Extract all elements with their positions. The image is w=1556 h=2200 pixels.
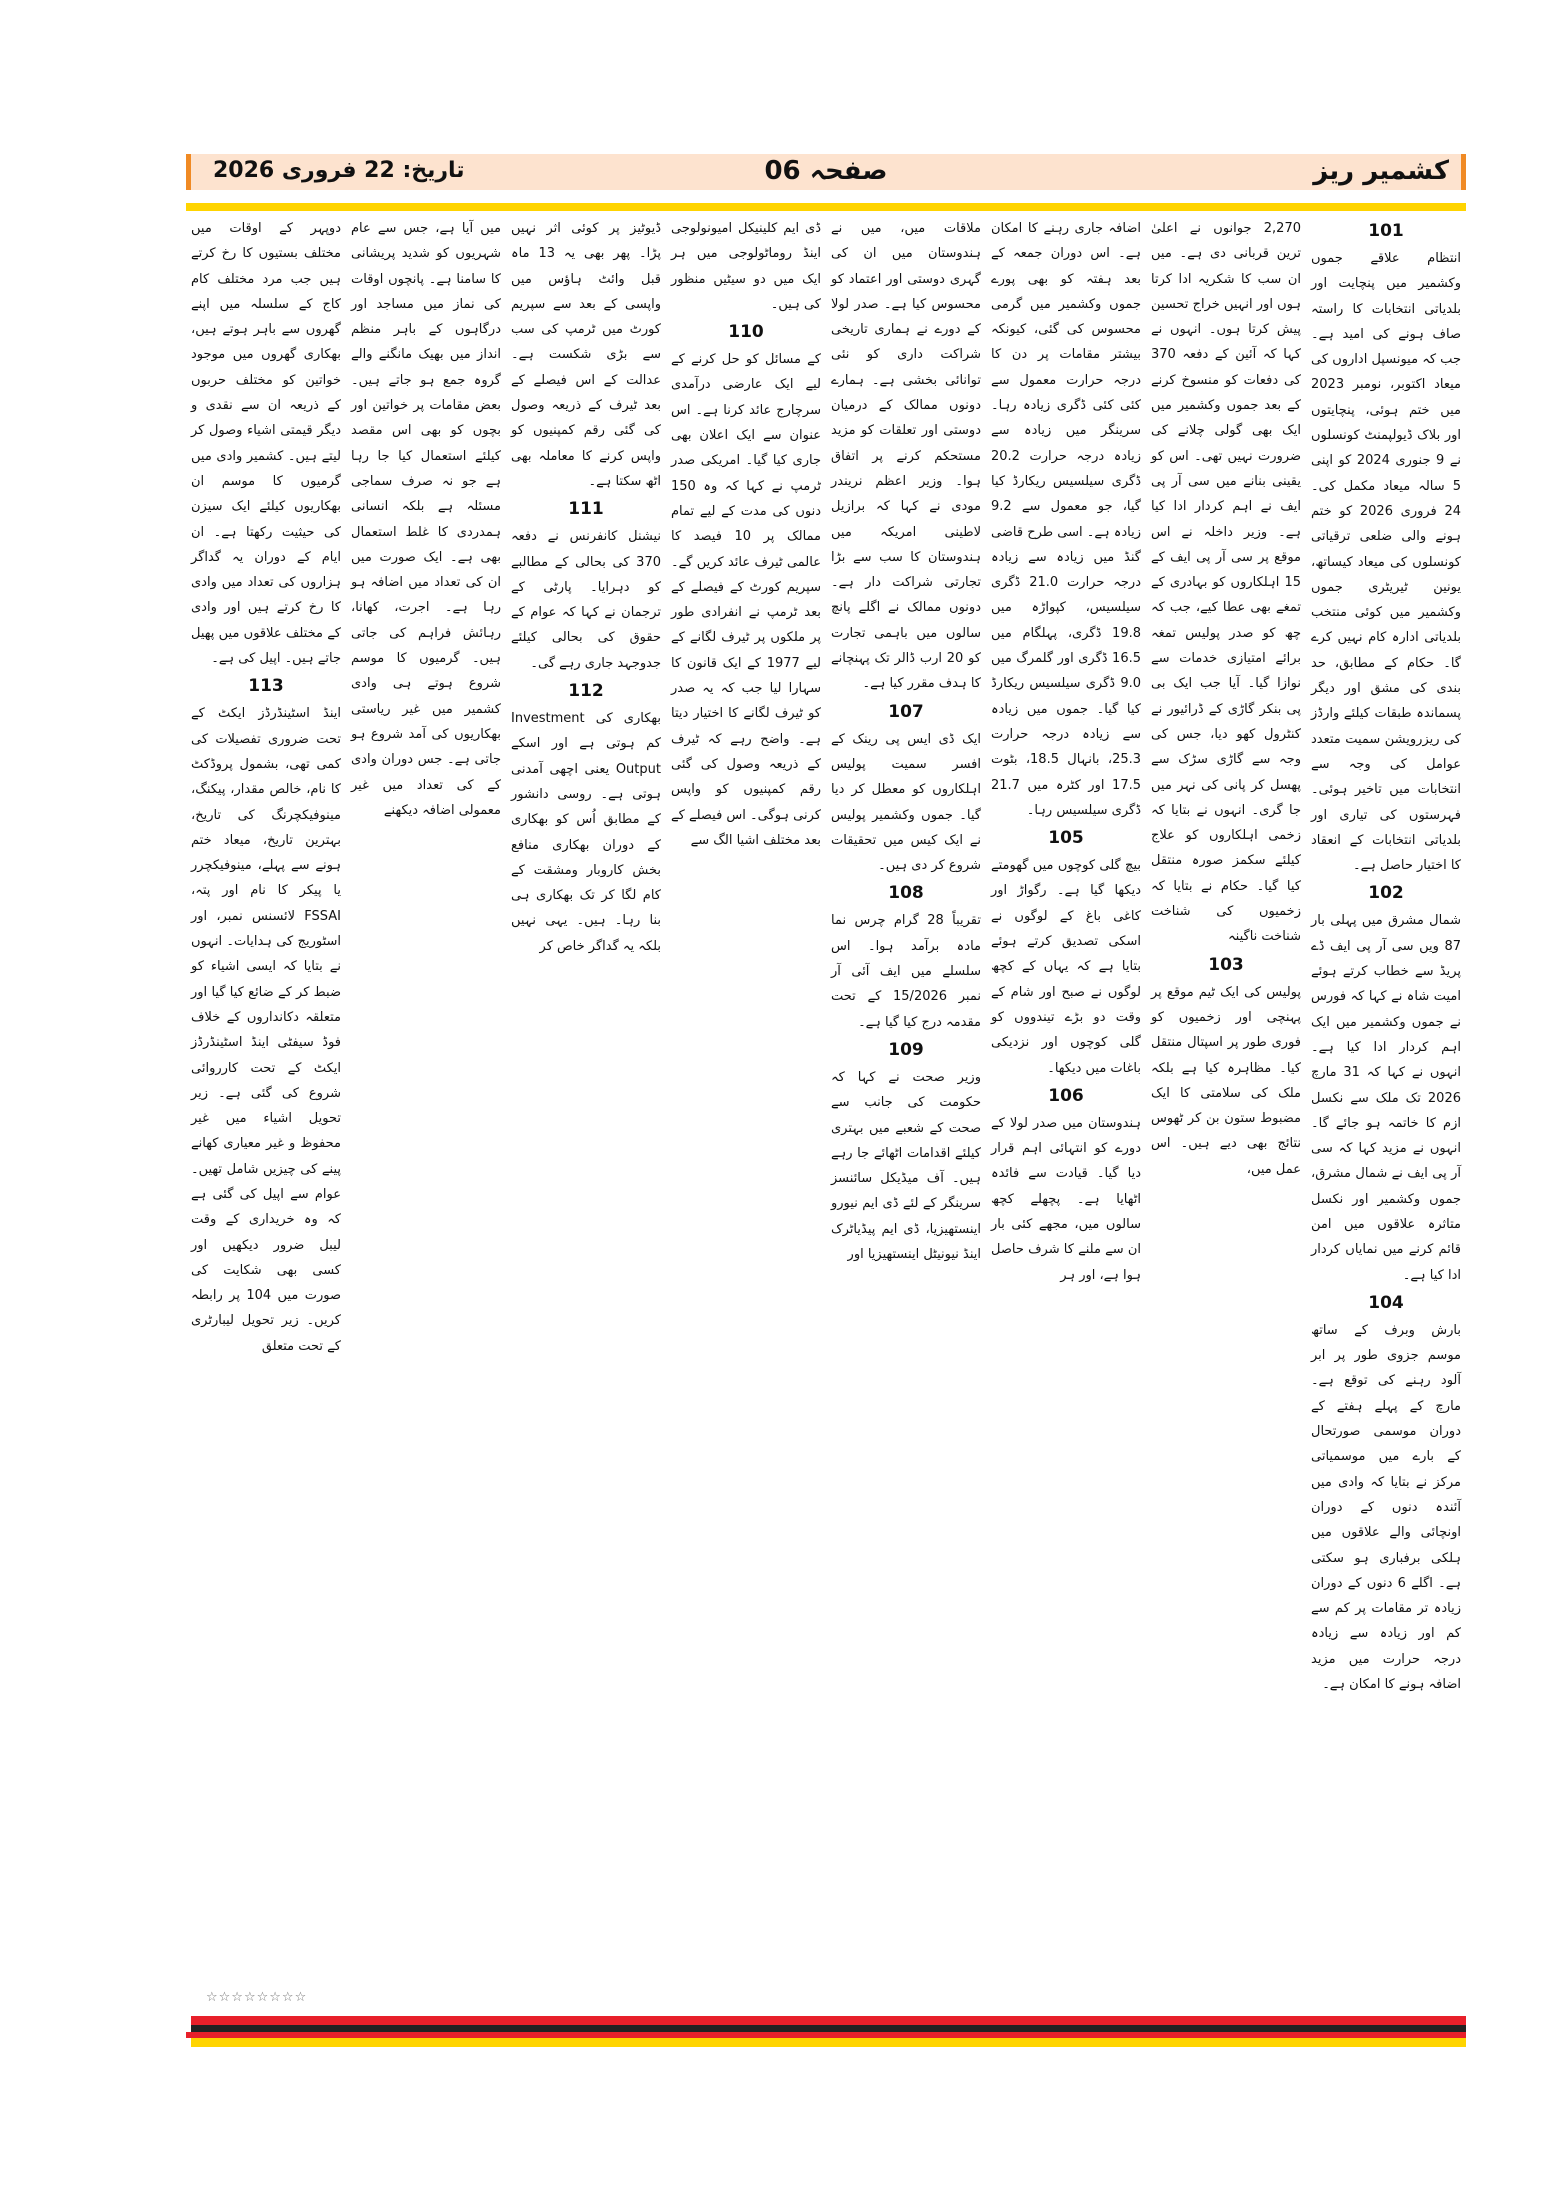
article-text: شمال مشرق میں پہلی بار 87 ویں سی آر پی ایف ڈے پریڈ سے خطاب کرتے ہوئے امیت شاہ نے کہا کہ فورس نے جموں وکشمیر میں ایک اہم کردار ادا کیا ہے۔ انہوں نے کہا کہ 31 مارچ 2026 تک ملک سے نکسل ازم کا خاتمہ ہو جائے گا۔ انہوں نے مزید کہا کہ سی آر پی ایف نے شمال مشرق، جموں وکشمیر اور نکسل متاثرہ علاقوں میں امن قائم کرنے میں نمایاں کردار ادا کیا ہے۔	[1311, 913, 1461, 1283]
article-number: 101	[1368, 221, 1404, 241]
article-text: بیچ گلی کوچوں میں گھومتے دیکھا گیا ہے۔ رگواڑ اور کاغی باغ کے لوگوں نے اسکی تصدیق کرتے ہوئے بتایا ہے کہ یہاں کے کچھ لوگوں نے صبح اور شام کے وقت دو بڑے تیندووں کو گلی کوچوں اور نزدیکی باغات میں دیکھا۔	[991, 858, 1141, 1076]
article-number: 105	[1048, 828, 1084, 849]
article-text: بھکاری کی Investment کم ہوتی ہے اور اسکے Output یعنی اچھی آمدنی ہوتی ہے۔ روسی دانشور کے مطابق اُس کو بھکاری کے دوران بھکاری منافع بخش کاروبار ومشقت کے کام لگا کر تک بھکاری ہی بنا رہا۔ ہیں۔ یہی نہیں بلکہ یہ گداگر خاص کر	[511, 711, 661, 954]
column-3	[986, 216, 1146, 1986]
column-8	[186, 216, 346, 1986]
article-text: ملاقات میں، میں نے ہندوستان میں ان کی گہری دوستی اور اعتماد کو محسوس کیا ہے۔ صدر لولا کے دورے نے ہماری تاریخی شراکت داری کو نئی توانائی بخشی ہے۔ ہمارے دونوں ممالک کے درمیان دوستی اور تعلقات کو مزید مستحکم کرنے پر اتفاق ہوا۔ وزیر اعظم نریندر مودی نے کہا کہ برازیل لاطینی امریکہ میں ہندوستان کا سب سے بڑا تجارتی شراکت دار ہے۔ دونوں ممالک نے اگلے پانچ سالوں میں باہمی تجارت کو 20 ارب ڈالر تک پہنچانے کا ہدف مقرر کیا ہے۔	[831, 221, 981, 692]
article-text: نیشنل کانفرنس نے دفعہ 370 کی بحالی کے مطالبے کو دہرایا۔ پارٹی کے ترجمان نے کہا کہ عوام کے حقوق کی بحالی کیلئے جدوجہد جاری رہے گی۔	[511, 529, 661, 671]
article-number: 108	[888, 883, 924, 904]
article-number: 104	[1368, 1292, 1404, 1313]
article-text: اینڈ اسٹینڈرڈز ایکٹ کے تحت ضروری تفصیلات کی کمی تھی، بشمول پروڈکٹ کا نام، خالص مقدار، پیکنگ، مینوفیکچرنگ کی تاریخ، بہترین تاریخ، میعاد ختم ہونے سے پہلے، مینوفیکچرر یا پیکر کا نام اور پتہ، FSSAI لائسنس نمبر، اور اسٹوریج کی ہدایات۔ انہوں نے بتایا کہ ایسی اشیاء کو ضبط کر کے ضائع کیا گیا اور متعلقہ دکانداروں کے خلاف فوڈ سیفٹی اینڈ اسٹینڈرڈز ایکٹ کے تحت کارروائی شروع کی گئی ہے۔ زیر تحویل اشیاء میں غیر محفوظ و غیر معیاری کھانے پینے کی چیزیں شامل تھیں۔ عوام سے اپیل کی گئی ہے کہ وہ خریداری کے وقت لیبل ضرور دیکھیں اور کسی بھی شکایت کی صورت میں 104 پر رابطہ کریں۔ زیر تحویل لیبارٹری کے تحت متعلق	[191, 706, 341, 1354]
column-2	[1146, 216, 1306, 1986]
article-text: اضافہ جاری رہنے کا امکان ہے۔ اس دوران جمعہ کے بعد ہفتہ کو بھی پورے جموں وکشمیر میں گرمی محسوس کی گئی، کیونکہ بیشتر مقامات پر دن کا درجہ حرارت معمول سے کئی کئی ڈگری زیادہ رہا۔ سرینگر میں زیادہ سے زیادہ درجہ حرارت 20.2 ڈگری سیلسیس ریکارڈ کیا گیا، جو معمول سے 9.2 زیادہ ہے۔ اسی طرح قاضی گنڈ میں زیادہ سے زیادہ درجہ حرارت 21.0 ڈگری سیلسیس، کپواڑہ میں 19.8 ڈگری، پہلگام میں 16.5 ڈگری اور گلمرگ میں 9.0 ڈگری سیلسیس ریکارڈ کیا گیا۔ جموں میں زیادہ سے زیادہ درجہ حرارت 25.3، بانہال 18.5، بٹوت 17.5 اور کٹرہ میں 21.7 ڈگری سیلسیس رہا۔	[991, 221, 1142, 818]
header-divider	[186, 203, 1466, 211]
article-text: 2,270 جوانوں نے اعلیٰ ترین قربانی دی ہے۔ میں ان سب کا شکریہ ادا کرتا ہوں اور انہیں خراج تحسین پیش کرتا ہوں۔ انہوں نے کہا کہ آئین کے دفعہ 370 کی دفعات کو منسوخ کرنے کے بعد جموں وکشمیر میں ایک بھی گولی چلانے کی ضرورت نہیں تھی۔ اس کو یقینی بنانے میں سی آر پی ایف نے اہم کردار ادا کیا ہے۔ وزیر داخلہ نے اس موقع پر سی آر پی ایف کے 15 اہلکاروں کو بہادری کے تمغے بھی عطا کیے، جب کہ چھ کو صدر پولیس تمغہ برائے امتیازی خدمات سے نوازا گیا۔ آیا جب ایک بی پی بنکر گاڑی کے ڈرائیور نے کنٹرول کھو دیا، جس کی وجہ سے گاڑی سڑک سے پھسل کر پانی کی نہر میں جا گری۔ انہوں نے بتایا کہ زخمی اہلکاروں کو علاج کیلئے سکمز صورہ منتقل کیا گیا۔ حکام نے بتایا کہ زخمیوں کی شناخت شناخت ناگینہ	[1151, 221, 1301, 945]
article-number: 106	[1048, 1085, 1084, 1106]
footer-stripe-yellow	[191, 2038, 1466, 2047]
end-stars: ☆☆☆☆☆☆☆☆	[206, 1990, 308, 2005]
article-number: 112	[568, 681, 604, 702]
article-text: ہندوستان میں صدر لولا کے دورے کو انتہائی اہم قرار دیا گیا۔ قیادت سے فائدہ اٹھایا ہے۔ پچھلے کچھ سالوں میں، مجھے کئی بار ان سے ملنے کا شرف حاصل ہوا ہے، اور ہر	[991, 1115, 1141, 1283]
article-text: میں آیا ہے، جس سے عام شہریوں کو شدید پریشانی کا سامنا ہے۔ پانچوں اوقات کی نماز میں مساجد اور درگاہوں کے باہر منظم انداز میں بھیک مانگنے والے گروہ جمع ہو جاتے ہیں۔ بعض مقامات پر خواتین اور بچوں کو بھی اس مقصد کیلئے استعمال کیا جا رہا ہے جو نہ صرف سماجی مسئلہ ہے بلکہ انسانی ہمدردی کا غلط استعمال بھی ہے۔ ایک صورت میں ان کی تعداد میں اضافہ ہو رہا ہے۔ اجرت، کھانا، رہائش فراہم کی جاتی ہیں۔ گرمیوں کا موسم شروع ہوتے ہی وادی کشمیر میں غیر ریاستی بھکاریوں کی آمد شروع ہو جاتی ہے۔ جس دوران وادی کے کی تعداد میں غیر معمولی اضافہ دیکھنے	[351, 221, 501, 818]
article-number: 109	[888, 1039, 924, 1060]
article-number: 107	[888, 701, 924, 722]
newspaper-title: کشمیر ریز	[1313, 156, 1449, 186]
article-number: 102	[1368, 883, 1404, 904]
article-text: تقریباً 28 گرام چرس نما مادہ برآمد ہوا۔ اس سلسلے میں ایف آئی آر نمبر 15/2026 کے تحت مقدمہ درج کیا گیا ہے۔	[831, 913, 981, 1030]
article-text: کے مسائل کو حل کرنے کے لیے ایک عارضی درآمدی سرچارج عائد کرنا ہے۔ اس عنوان سے ایک اعلان بھی جاری کیا گیا۔ امریکی صدر ٹرمپ نے کہا کہ وہ 150 دنوں کی مدت کے لیے تمام ممالک پر 10 فیصد کا عالمی ٹیرف عائد کریں گے۔ سپریم کورٹ کے فیصلے کے بعد ٹرمپ نے انفرادی طور پر ملکوں پر ٹیرف لگانے کے لیے 1977 کے ایک قانون کا سہارا لیا جب کہ یہ صدر کو ٹیرف لگانے کا اختیار دیتا ہے۔ واضح رہے کہ ٹیرف کے ذریعہ وصول کی گئی رقم کمپنیوں کو واپس کرنی ہوگی۔ اس فیصلے کے بعد مختلف اشیا الگ سے	[671, 352, 822, 848]
article-text: بارش وبرف کے ساتھ موسم جزوی طور پر ابر آلود رہنے کی توقع ہے۔ مارچ کے پہلے ہفتے کے دوران موسمی صورتحال کے بارے میں موسمیاتی مرکز نے بتایا کہ وادی میں آئندہ دنوں کے دوران اونچائی والے علاقوں میں ہلکی برفباری ہو سکتی ہے۔ اگلے 6 دنوں کے دوران زیادہ تر مقامات پر کم سے کم اور زیادہ سے زیادہ درجہ حرارت میں مزید اضافہ ہونے کا امکان ہے۔	[1311, 1322, 1461, 1693]
article-text: وزیر صحت نے کہا کہ حکومت کی جانب سے صحت کے شعبے میں بہتری کیلئے اقدامات اٹھائے جا رہے ہیں۔ آف میڈیکل سائنسز سرینگر کے لئے ڈی ایم نیورو اینستھیزیا، ڈی ایم پیڈیاٹرک اینڈ نیونیٹل اینستھیزیا اور	[831, 1069, 981, 1262]
article-number: 103	[1208, 954, 1244, 975]
article-columns	[186, 216, 1466, 1986]
article-number: 111	[568, 499, 604, 520]
column-5	[666, 216, 826, 1986]
article-text: ڈیوٹیز پر کوئی اثر نہیں پڑا۔ پھر بھی یہ 13 ماہ قبل وائٹ ہاؤس میں واپسی کے بعد سے سپریم کورٹ میں ٹرمپ کی سب سے بڑی شکست ہے۔ عدالت کے اس فیصلے کے بعد ٹیرف کے ذریعہ وصول کی گئی رقم کمپنیوں کو واپس کرنے کا معاملہ بھی اٹھ سکتا ہے۔	[511, 221, 661, 489]
footer-stripe-black	[191, 2025, 1466, 2032]
column-7	[346, 216, 506, 1986]
article-text: ڈی ایم کلینیکل امیونولوجی اینڈ روماٹولوجی میں ہر ایک میں دو سیٹیں منظور کی ہیں۔	[671, 221, 821, 312]
footer-stripe-red	[191, 2016, 1466, 2025]
article-text: پولیس کی ایک ٹیم موقع پر پہنچی اور زخمیوں کو فوری طور پر اسپتال منتقل کیا۔ مظاہرہ کیا ہے بلکہ ملک کی سلامتی کا ایک مضبوط ستون بن کر ٹھوس نتائج بھی دیے ہیں۔ اس عمل میں،	[1151, 984, 1301, 1177]
article-number: 113	[248, 676, 284, 697]
masthead-bar	[186, 154, 1466, 190]
issue-date: تاریخ: 22 فروری 2026	[213, 158, 465, 183]
article-text: ایک ڈی ایس پی رینک کے افسر سمیت پولیس اہلکاروں کو معطل کر دیا گیا۔ جموں وکشمیر پولیس نے ایک کیس میں تحقیقات شروع کر دی ہیں۔	[831, 731, 981, 874]
column-1	[1306, 216, 1466, 1986]
article-text: دوپہر کے اوقات میں مختلف بستیوں کا رخ کرتے ہیں جب مرد مختلف کام کاج کے سلسلہ میں اپنے گھروں سے باہر ہوتے ہیں، بھکاری گھروں میں موجود خواتین کو مختلف حربوں کے ذریعہ ان سے نقدی و دیگر قیمتی اشیاء وصول کر لیتے ہیں۔ کشمیر وادی میں گرمیوں کا موسم ان بھکاریوں کیلئے ایک سیزن کی حیثیت رکھتا ہے۔ ان ایام کے دوران یہ گداگر ہزاروں کی تعداد میں وادی کا رخ کرتے ہیں اور وادی کے مختلف علاقوں میں پھیل جاتے ہیں۔ اپیل کی ہے۔	[191, 221, 341, 667]
column-6	[506, 216, 666, 1986]
article-text: انتظام علاقے جموں وکشمیر میں پنچایت اور بلدیاتی انتخابات کا راستہ صاف ہونے کی امید ہے۔ جب کہ میونسپل اداروں کی میعاد اکتوبر، نومبر 2023 میں ختم ہوئی، پنچایتوں اور بلاک ڈیولپمنٹ کونسلوں نے 9 جنوری 2024 کو اپنی 5 سالہ میعاد مکمل کی۔ 24 فروری 2026 کو ختم ہونے والی ضلعی ترقیاتی کونسلوں کی میعاد کیساتھ، یونین ٹیریٹری جموں وکشمیر میں کوئی منتخب بلدیاتی ادارہ کام نہیں کرے گا۔ حکام کے مطابق، حد بندی کی مشق اور دیگر پسماندہ طبقات کیلئے وارڈز کی ریزرویشن سمیت متعدد عوامل کی وجہ سے انتخابات میں تاخیر ہوئی۔ فہرستوں کی تیاری اور بلدیاتی انتخابات کے انعقاد کا اختیار حاصل ہے۔	[1311, 251, 1461, 874]
column-4	[826, 216, 986, 1986]
article-number: 110	[728, 322, 764, 343]
page-number: صفحہ 06	[764, 156, 888, 186]
